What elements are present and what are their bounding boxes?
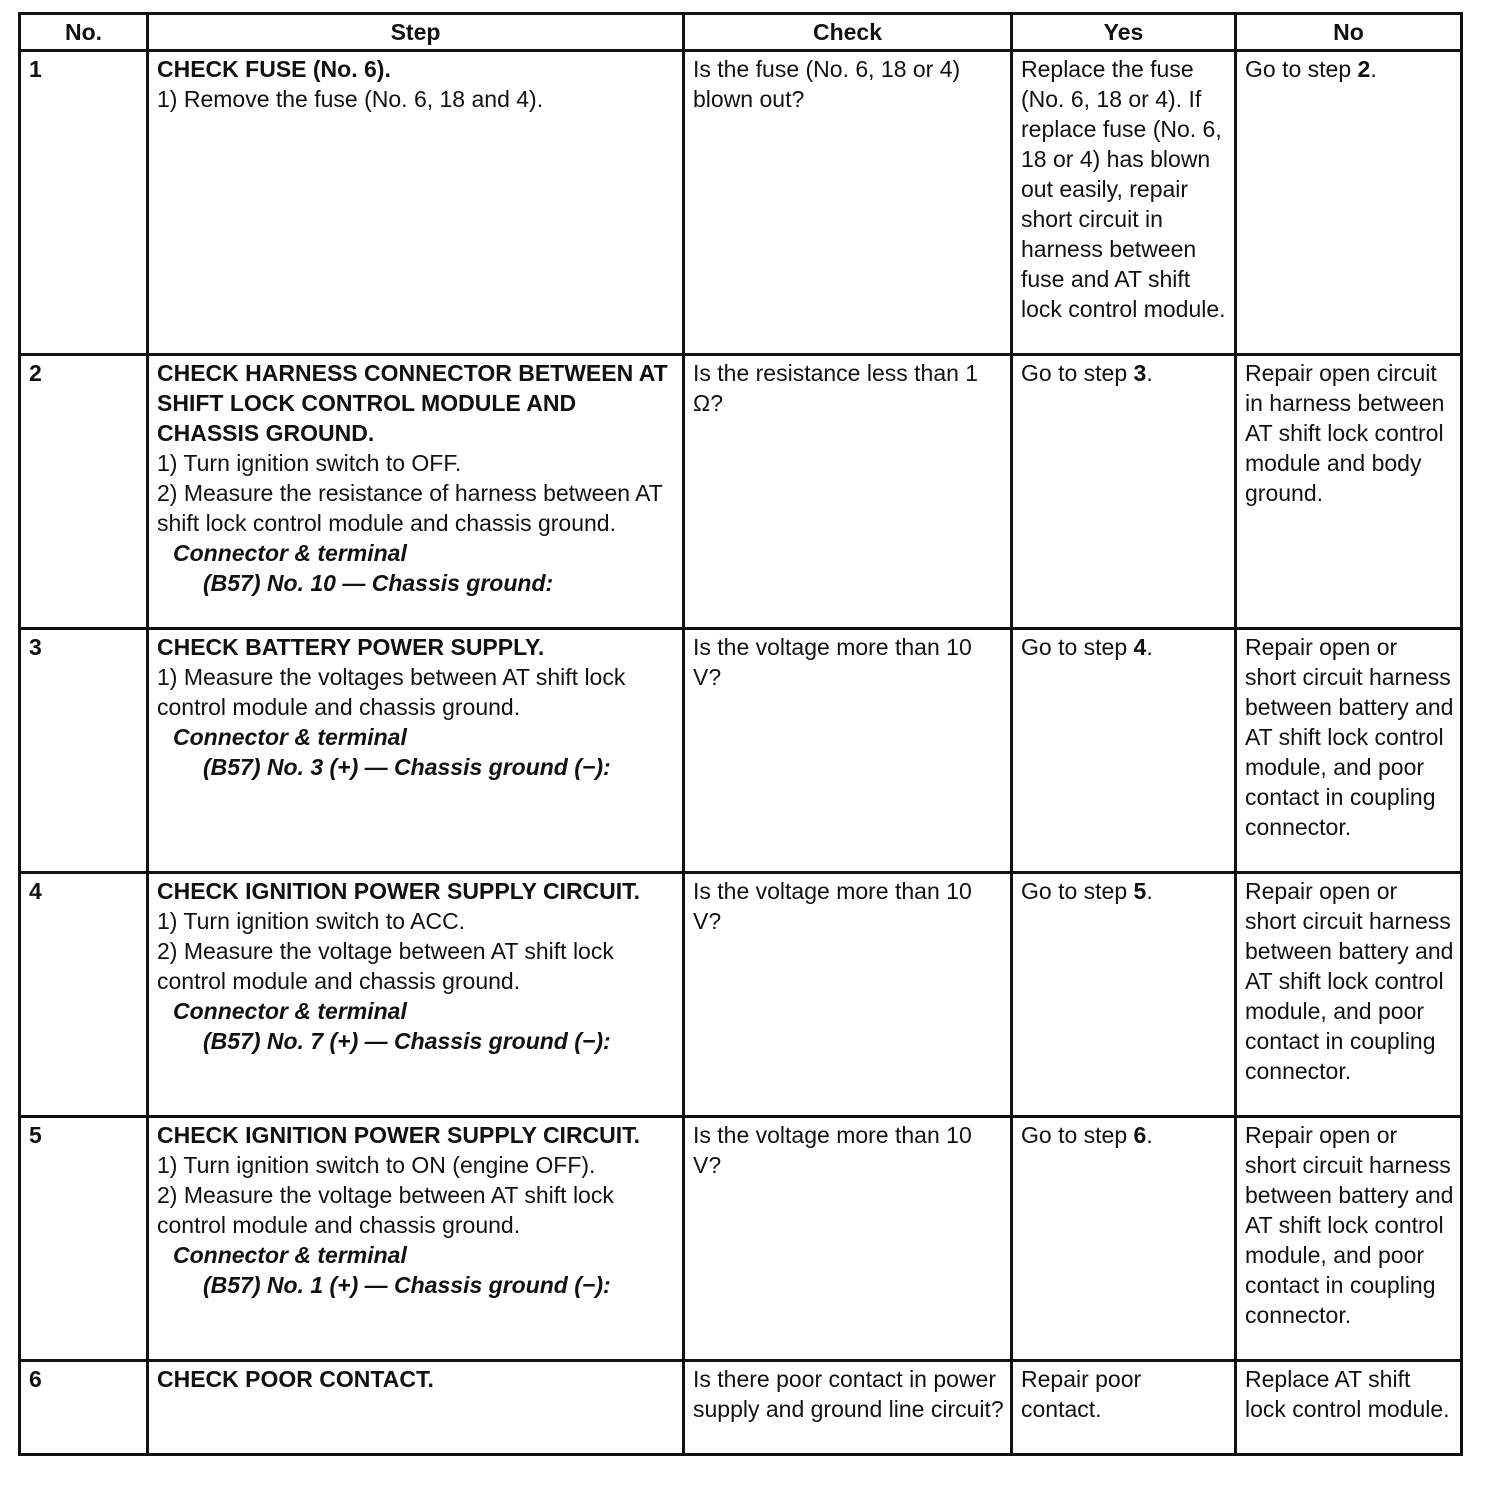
check-cell: Is the voltage more than 10 V?: [684, 1117, 1012, 1361]
header-no-result: No: [1236, 14, 1462, 51]
header-step: Step: [148, 14, 684, 51]
step-number: 4: [20, 873, 148, 1117]
step-number: 3: [20, 629, 148, 873]
step-title: CHECK BATTERY POWER SUPPLY.: [157, 634, 545, 660]
yes-cell: [1012, 629, 1236, 873]
yes-cell: [1012, 1117, 1236, 1361]
diagnostic-table: [18, 12, 1463, 1456]
step-title: CHECK FUSE (No. 6).: [157, 56, 391, 82]
step-cell: [148, 1361, 684, 1455]
table-row: [20, 1361, 1462, 1455]
diagnostic-table-container: [18, 12, 1460, 1456]
terminal-spec: (B57) No. 3 (+) — Chassis ground (−):: [203, 754, 611, 780]
yes-text: Go to step: [1021, 878, 1134, 904]
step-number: 6: [20, 1361, 148, 1455]
no-text-end: .: [1370, 56, 1377, 82]
connector-label: Connector & terminal: [173, 540, 407, 566]
check-cell: Is the voltage more than 10 V?: [684, 629, 1012, 873]
step-title: CHECK IGNITION POWER SUPPLY CIRCUIT.: [157, 1122, 641, 1148]
step-cell: [148, 629, 684, 873]
check-cell: Is the fuse (No. 6, 18 or 4) blown out?: [684, 51, 1012, 355]
step-instruction: 2) Measure the voltage between AT shift lock control module and chassis ground.: [157, 938, 614, 994]
step-instruction: 1) Turn ignition switch to OFF.: [157, 450, 462, 476]
step-title: CHECK HARNESS CONNECTOR BETWEEN AT SHIFT LOCK CONTROL MODULE AND CHASSIS GROUND.: [157, 360, 668, 446]
header-check: Check: [684, 14, 1012, 51]
yes-text: Go to step: [1021, 634, 1134, 660]
step-instruction: 1) Turn ignition switch to ACC.: [157, 908, 466, 934]
yes-text-end: .: [1146, 634, 1153, 660]
step-cell: [148, 355, 684, 629]
no-cell: Repair open or short circuit harness between battery and AT shift lock control module, and poor contact in coupling connector.: [1236, 1117, 1462, 1361]
terminal-spec: (B57) No. 10 — Chassis ground:: [203, 570, 554, 596]
no-text: Go to step: [1245, 56, 1358, 82]
step-cell: [148, 51, 684, 355]
check-cell: Is the voltage more than 10 V?: [684, 873, 1012, 1117]
yes-text: Go to step: [1021, 1122, 1134, 1148]
check-cell: Is there poor contact in power supply and ground line circuit?: [684, 1361, 1012, 1455]
step-reference: 2: [1357, 56, 1371, 82]
table-row: [20, 1117, 1462, 1361]
header-yes: Yes: [1012, 14, 1236, 51]
step-reference: 6: [1133, 1122, 1147, 1148]
check-cell: Is the resistance less than 1 Ω?: [684, 355, 1012, 629]
step-instruction: 1) Remove the fuse (No. 6, 18 and 4).: [157, 86, 544, 112]
step-instruction: 1) Turn ignition switch to ON (engine OFF).: [157, 1152, 596, 1178]
yes-cell: Replace the fuse (No. 6, 18 or 4). If replace fuse (No. 6, 18 or 4) has blown out easily, repair short circuit in harness between fuse and AT shift lock control module.: [1012, 51, 1236, 355]
header-row: [20, 14, 1462, 51]
step-title: CHECK IGNITION POWER SUPPLY CIRCUIT.: [157, 878, 641, 904]
table-row: [20, 355, 1462, 629]
no-cell: [1236, 51, 1462, 355]
connector-label: Connector & terminal: [173, 724, 407, 750]
no-cell: Repair open circuit in harness between AT shift lock control module and body ground.: [1236, 355, 1462, 629]
yes-cell: Repair poor contact.: [1012, 1361, 1236, 1455]
table-row: [20, 51, 1462, 355]
step-title: CHECK POOR CONTACT.: [157, 1366, 434, 1392]
terminal-spec: (B57) No. 7 (+) — Chassis ground (−):: [203, 1028, 611, 1054]
no-cell: Replace AT shift lock control module.: [1236, 1361, 1462, 1455]
connector-label: Connector & terminal: [173, 1242, 407, 1268]
yes-text: Go to step: [1021, 360, 1134, 386]
yes-text-end: .: [1146, 1122, 1153, 1148]
step-number: 2: [20, 355, 148, 629]
step-instruction: 2) Measure the voltage between AT shift lock control module and chassis ground.: [157, 1182, 614, 1238]
no-cell: Repair open or short circuit harness between battery and AT shift lock control module, and poor contact in coupling connector.: [1236, 873, 1462, 1117]
step-reference: 5: [1133, 878, 1147, 904]
step-instruction: 1) Measure the voltages between AT shift lock control module and chassis ground.: [157, 664, 626, 720]
step-instruction: 2) Measure the resistance of harness between AT shift lock control module and chassis ground.: [157, 480, 663, 536]
step-reference: 4: [1133, 634, 1147, 660]
step-cell: [148, 1117, 684, 1361]
step-number: 5: [20, 1117, 148, 1361]
connector-label: Connector & terminal: [173, 998, 407, 1024]
step-cell: [148, 873, 684, 1117]
table-row: [20, 629, 1462, 873]
yes-cell: [1012, 355, 1236, 629]
yes-text-end: .: [1146, 360, 1153, 386]
step-number: 1: [20, 51, 148, 355]
no-cell: Repair open or short circuit harness between battery and AT shift lock control module, and poor contact in coupling connector.: [1236, 629, 1462, 873]
table-row: [20, 873, 1462, 1117]
yes-text-end: .: [1146, 878, 1153, 904]
yes-cell: [1012, 873, 1236, 1117]
step-reference: 3: [1133, 360, 1147, 386]
terminal-spec: (B57) No. 1 (+) — Chassis ground (−):: [203, 1272, 611, 1298]
header-no: No.: [20, 14, 148, 51]
